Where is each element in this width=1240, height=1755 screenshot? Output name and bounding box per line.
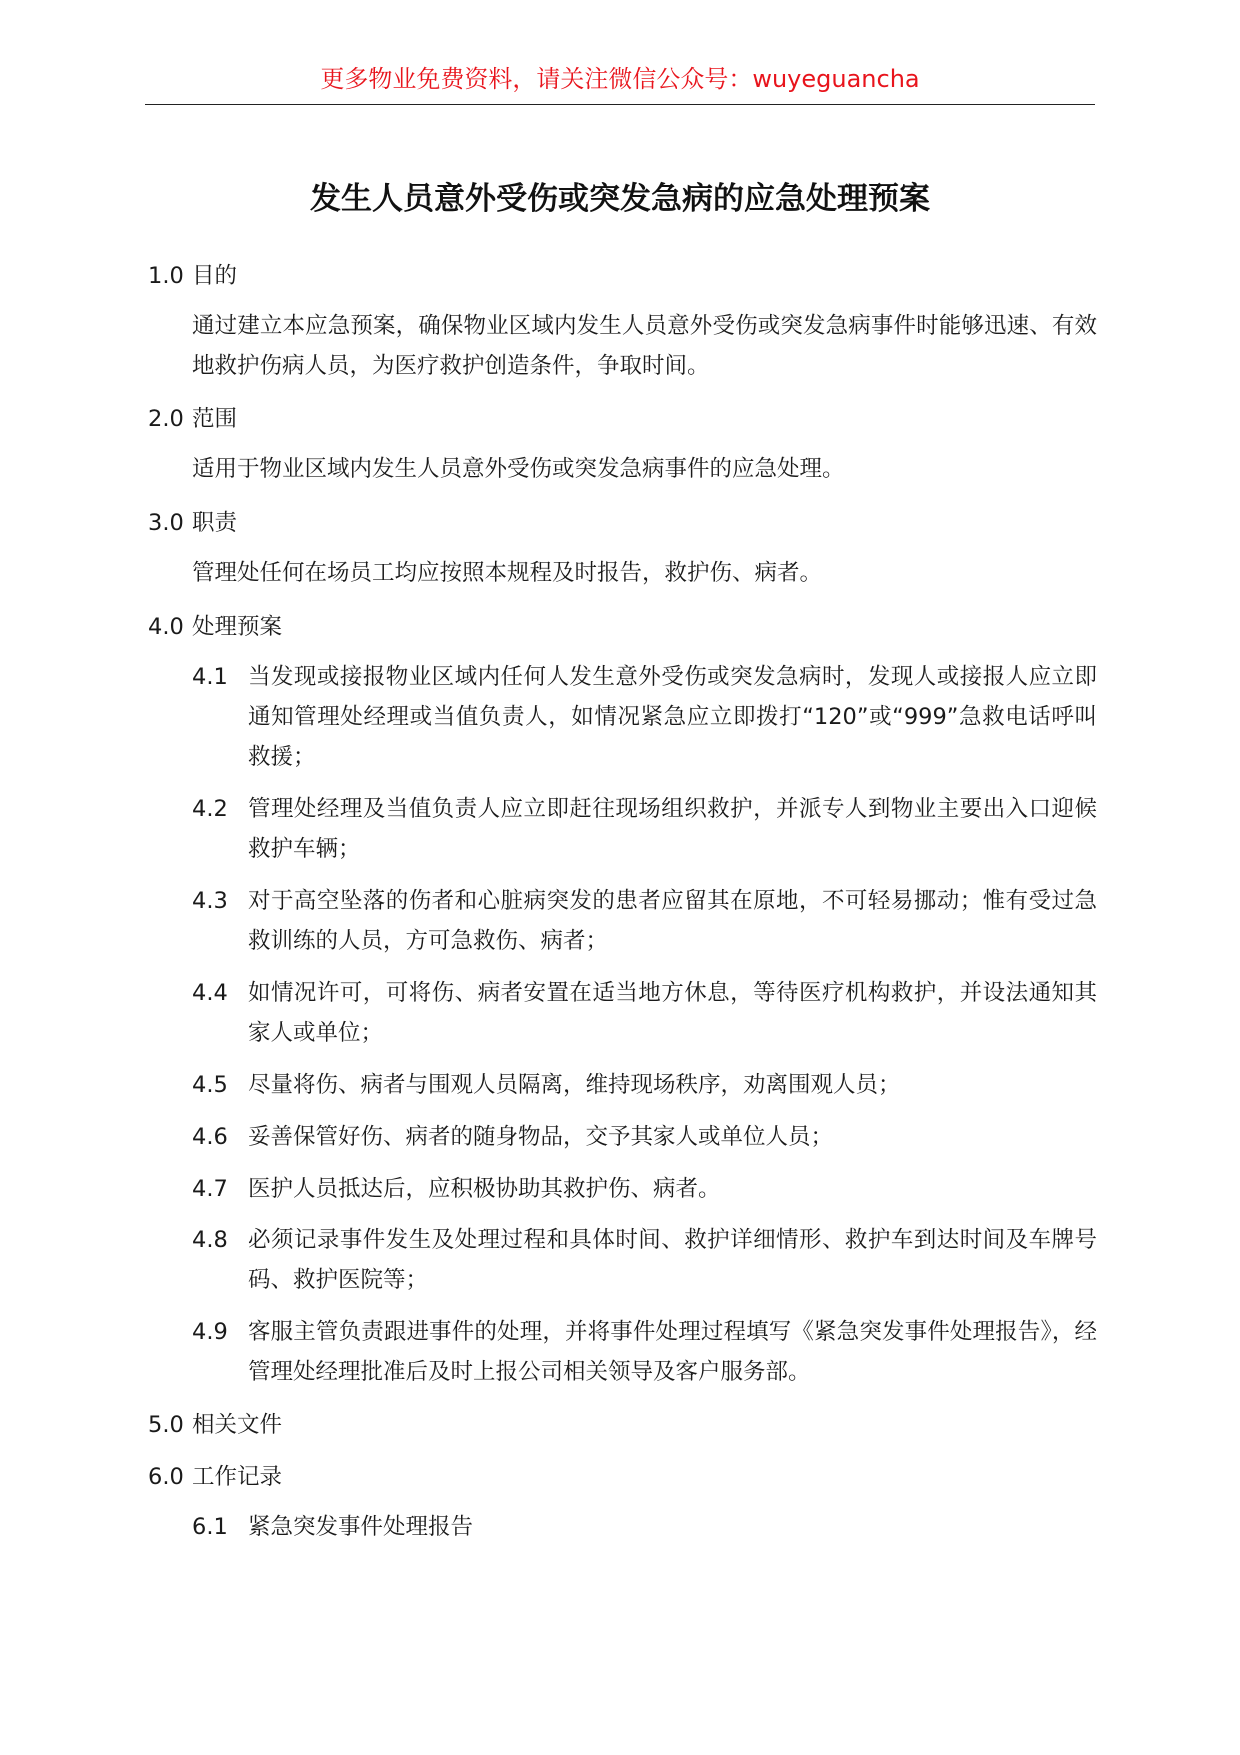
item-number: 4.4 [192,980,228,1006]
document-title: 发生人员意外受伤或突发急病的应急处理预案 [310,181,930,217]
item-number: 4.6 [192,1124,228,1150]
section-number: 4.0 [148,614,184,640]
item-text: 妥善保管好伤、病者的随身物品，交予其家人或单位人员； [248,1124,834,1150]
item-text: 对于高空坠落的伤者和心脏病突发的患者应留其在原地，不可轻易挪动；惟有受过急救训练的人员，方可急救伤、病者； [248,888,1097,954]
item-text: 必须记录事件发生及处理过程和具体时间、救护详细情形、救护车到达时间及车牌号码、救护医院等； [248,1227,1097,1293]
item-number: 4.5 [192,1072,228,1098]
item-text: 如情况许可，可将伤、病者安置在适当地方休息，等待医疗机构救护，并设法通知其家人或单位； [248,980,1097,1046]
section-label: 职责 [192,510,238,536]
list-item [192,1220,1097,1300]
item-number: 4.1 [192,664,228,690]
item-text: 客服主管负责跟进事件的处理，并将事件处理过程填写《紧急突发事件处理报告》，经管理处经理批准后及时上报公司相关领导及客户服务部。 [248,1319,1097,1385]
list-item [192,657,1097,777]
item-number: 4.7 [192,1176,228,1202]
section-label: 处理预案 [192,614,283,640]
header-note: 更多物业免费资料，请关注微信公众号：wuyeguancha [320,65,920,93]
section-6-heading [148,1461,282,1493]
item-text: 医护人员抵达后，应积极协助其救护伤、病者。 [248,1176,721,1202]
item-number: 4.8 [192,1227,228,1253]
item-number: 6.1 [192,1514,228,1540]
section-2-heading [148,403,237,435]
list-item [192,1507,1097,1547]
section-1-heading [148,260,237,292]
list-item [192,973,1097,1053]
list-item [192,1117,1097,1157]
item-text: 尽量将伤、病者与围观人员隔离，维持现场秩序，劝离围观人员； [248,1072,901,1098]
section-3-heading [148,507,237,539]
section-4-heading [148,611,282,643]
section-number: 3.0 [148,510,184,536]
section-number: 2.0 [148,406,184,432]
section-1-body: 通过建立本应急预案，确保物业区域内发生人员意外受伤或突发急病事件时能够迅速、有效地救护伤病人员，为医疗救护创造条件，争取时间。 [192,313,1097,379]
section-label: 相关文件 [192,1412,283,1438]
list-item [192,1169,1097,1209]
item-number: 4.3 [192,888,228,914]
list-item [192,789,1097,869]
header-rule [145,104,1095,105]
list-item [192,1065,1097,1105]
item-text: 当发现或接报物业区域内任何人发生意外受伤或突发急病时，发现人或接报人应立即通知管理处经理或当值负责人，如情况紧急应立即拨打“120”或“999”急救电话呼叫救援； [248,664,1097,770]
section-label: 目的 [192,263,238,289]
section-label: 工作记录 [192,1464,283,1490]
item-number: 4.2 [192,796,228,822]
list-item [192,881,1097,961]
section-3-body: 管理处任何在场员工均应按照本规程及时报告，救护伤、病者。 [192,560,823,586]
section-number: 1.0 [148,263,184,289]
section-5-heading [148,1409,282,1441]
item-text: 管理处经理及当值负责人应立即赶往现场组织救护，并派专人到物业主要出入口迎候救护车辆； [248,796,1097,862]
section-number: 6.0 [148,1464,184,1490]
section-number: 5.0 [148,1412,184,1438]
section-2-body: 适用于物业区域内发生人员意外受伤或突发急病事件的应急处理。 [192,456,845,482]
section-label: 范围 [192,406,238,432]
item-number: 4.9 [192,1319,228,1345]
list-item [192,1312,1097,1392]
item-text: 紧急突发事件处理报告 [248,1514,474,1540]
